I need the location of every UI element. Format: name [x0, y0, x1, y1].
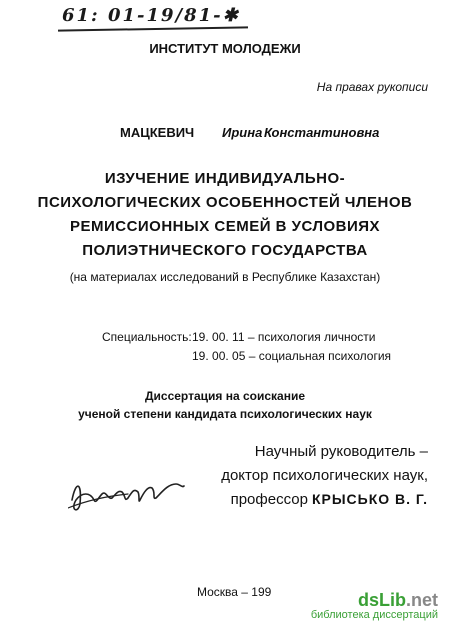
supervisor-line-1: Научный руководитель – — [254, 443, 428, 460]
specialty-item-2: 19. 00. 05 – социальная психология — [192, 349, 392, 363]
dissertation-line-1: Диссертация на соискание — [144, 389, 306, 403]
title-subtitle: (на материалах исследований в Республике Казахстан) — [69, 270, 381, 284]
title-line-2: ПСИХОЛОГИЧЕСКИХ ОСОБЕННОСТЕЙ ЧЛЕНОВ — [37, 194, 413, 211]
author-surname: МАЦКЕВИЧ — [120, 125, 195, 140]
title-line-1: ИЗУЧЕНИЕ ИНДИВИДУАЛЬНО- — [104, 170, 346, 187]
author-given-name: Ирина — [222, 125, 263, 140]
dslib-watermark — [311, 590, 438, 621]
author-patronymic: Константиновна — [264, 125, 380, 140]
stamp-underline — [58, 26, 248, 31]
institute-name: ИНСТИТУТ МОЛОДЕЖИ — [149, 41, 301, 56]
supervisor-name: КРЫСЬКО В. Г. — [311, 491, 428, 507]
title-line-4: ПОЛИЭТНИЧЕСКОГО ГОСУДАРСТВА — [82, 242, 368, 259]
supervisor-title: профессор — [230, 491, 308, 508]
title-line-3: РЕМИССИОННЫХ СЕМЕЙ В УСЛОВИЯХ — [69, 218, 381, 235]
specialty-label: Специальность: — [102, 330, 192, 344]
dslib-tagline: библиотека диссертаций — [310, 609, 438, 621]
city-year: Москва – 199 — [197, 585, 272, 599]
specialty-item-1: 19. 00. 11 – психология личности — [192, 330, 376, 344]
dslib-logo-main: dsLib — [357, 590, 406, 610]
dissertation-line-2: ученой степени кандидата психологических наук — [78, 407, 372, 421]
supervisor-line-3 — [231, 491, 428, 508]
dslib-logo — [311, 590, 438, 611]
handwritten-signature — [68, 470, 188, 520]
manuscript-rights-note: На правах рукописи — [316, 80, 428, 94]
dslib-logo-domain: .net — [405, 590, 438, 610]
supervisor-line-2: доктор психологических наук, — [221, 467, 428, 484]
archive-stamp-number: 61: 01-19/81-✱ — [62, 5, 240, 26]
